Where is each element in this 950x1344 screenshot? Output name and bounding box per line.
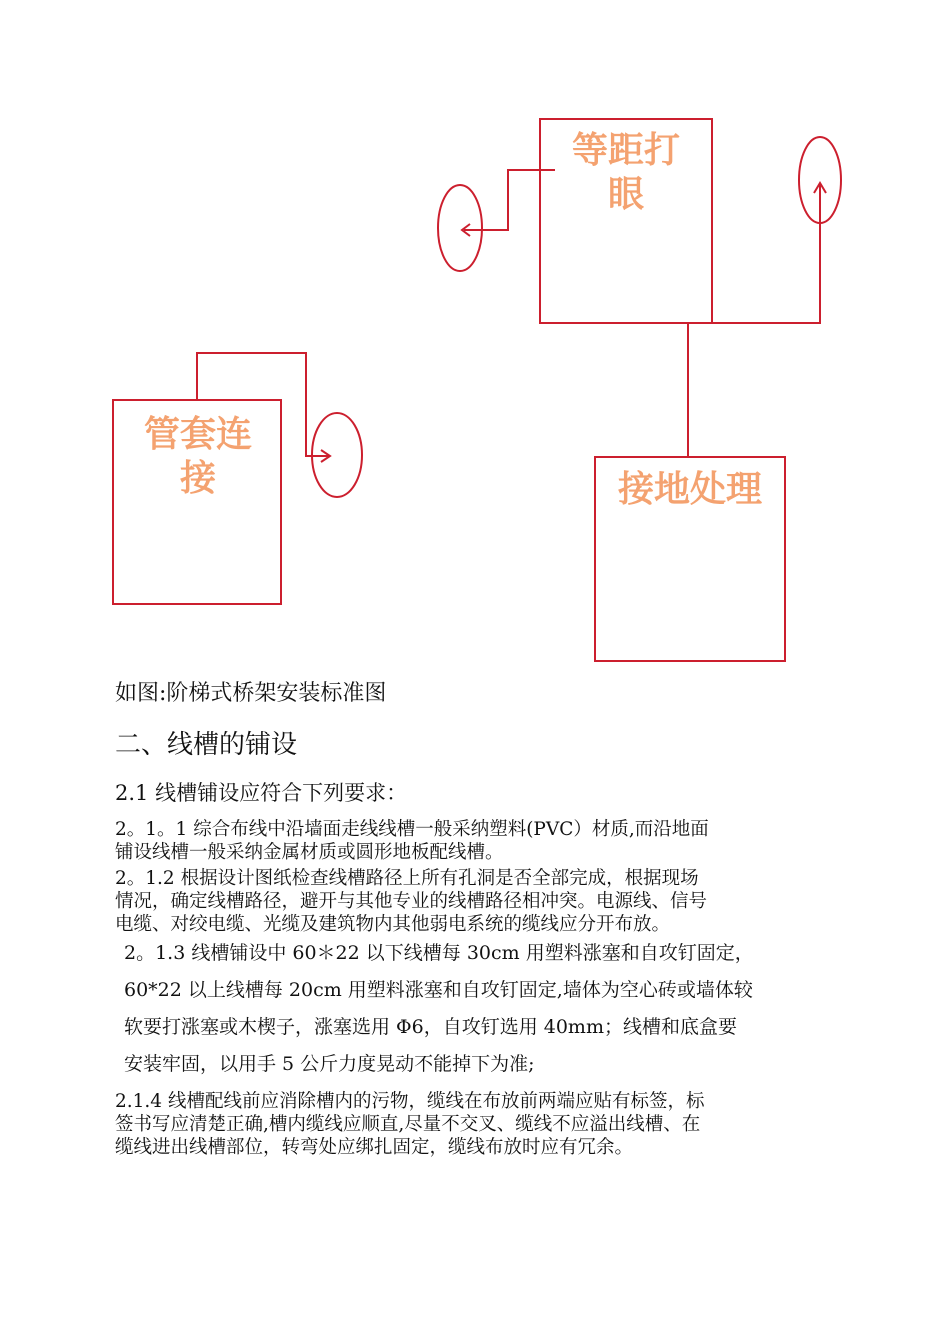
item-line: 2。1。1 综合布线中沿墙面走线线槽一般采纳塑料(PVC）材质,而沿地面: [115, 819, 709, 840]
item-line: 2。1.3 线槽铺设中 60＊22 以下线槽每 30cm 用塑料涨塞和自攻钉固定，: [124, 942, 754, 964]
label-sleeve-line2: 接: [179, 458, 217, 499]
item-2-1-3: [124, 935, 754, 1083]
subsection-heading: 2.1 线槽铺设应符合下列要求：: [115, 781, 408, 805]
item-2-1-4: [115, 1090, 704, 1159]
item-line: 电缆、对绞电缆、光缆及建筑物内其他弱电系统的缆线应分开布放。: [115, 914, 671, 935]
item-line: 安装牢固，以用手 5 公斤力度晃动不能掉下为准;: [124, 1053, 535, 1075]
item-line: 2。1.2 根据设计图纸检查线槽路径上所有孔洞是否全部完成，根据现场: [115, 868, 699, 889]
label-equal-spacing-line1: 等距打: [571, 130, 681, 171]
section-heading: 二、线槽的铺设: [115, 730, 298, 760]
label-equal-spacing-line2: 眼: [607, 174, 645, 215]
item-line: 缆线进出线槽部位，转弯处应绑扎固定，缆线布放时应有冗余。: [115, 1137, 634, 1158]
item-line: 60*22 以上线槽每 20cm 用塑料涨塞和自攻钉固定,墙体为空心砖或墙体较: [124, 979, 753, 1001]
installation-diagram: [0, 0, 950, 670]
item-line: 情况，确定线槽路径，避开与其他专业的线槽路径相冲突。电源线、信号: [115, 891, 708, 912]
diagram-caption: 如图:阶梯式桥架安装标准图: [115, 681, 387, 706]
item-2-1-1: [115, 818, 709, 864]
item-line: 2.1.4 线槽配线前应消除槽内的污物，缆线在布放前两端应贴有标签，标: [115, 1091, 705, 1112]
ellipse-left: [438, 185, 482, 271]
item-line: 软要打涨塞或木楔子，涨塞选用 Φ6，自攻钉选用 40mm；线槽和底盒要: [124, 1016, 737, 1038]
item-2-1-2: [115, 867, 707, 936]
label-sleeve-line1: 管套连: [143, 414, 253, 455]
item-line: 铺设线槽一般采纳金属材质或圆形地板配线槽。: [115, 842, 504, 863]
label-grounding: 接地处理: [617, 469, 763, 510]
item-line: 签书写应清楚正确,槽内缆线应顺直,尽量不交叉、缆线不应溢出线槽、在: [115, 1114, 701, 1135]
